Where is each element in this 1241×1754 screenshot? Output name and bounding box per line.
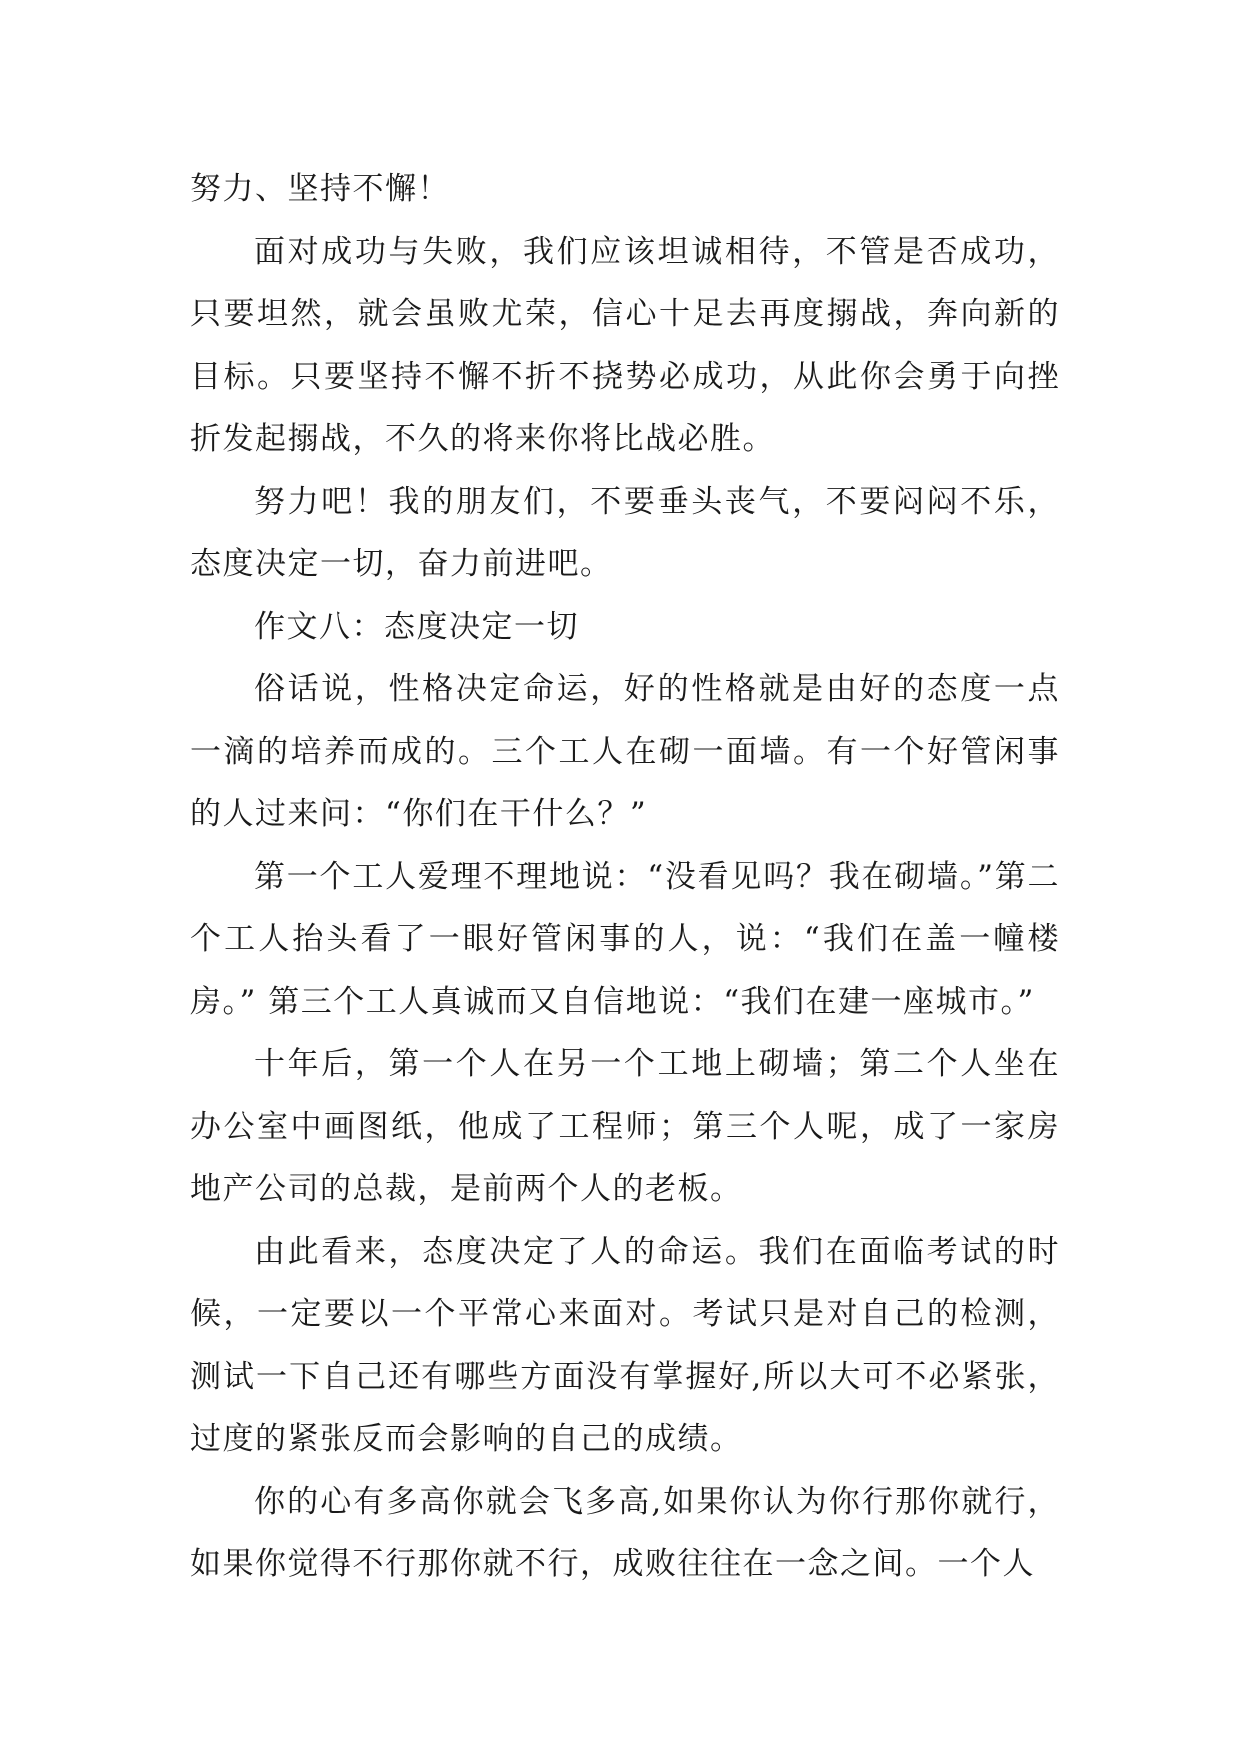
paragraph-8: 你的心有多高你就会飞多高,如果你认为你行那你就行，如果你觉得不行那你就不行，成败往往在一念之间。一个人 xyxy=(190,1483,1060,1582)
paragraph-6: 十年后，第一个人在另一个工地上砌墙；第二个人坐在办公室中画图纸，他成了工程师；第三个人呢，成了一家房地产公司的总裁，是前两个人的老板。 xyxy=(190,1046,1060,1207)
paragraph-2: 面对成功与失败，我们应该坦诚相待，不管是否成功，只要坦然，就会虽败尤荣，信心十足去再度搦战，奔向新的目标。只要坚持不懈不折不挠势必成功，从此你会勇于向挫折发起搦战，不久的将来你将比战必胜。 xyxy=(190,233,1060,457)
paragraph-7: 由此看来，态度决定了人的命运。我们在面临考试的时候，一定要以一个平常心来面对。考试只是对自己的检测，测试一下自己还有哪些方面没有掌握好,所以大可不必紧张，过度的紧张反而会影响的自己的成绩。 xyxy=(190,1233,1060,1457)
paragraph-4: 俗话说，性格决定命运，好的性格就是由好的态度一点一滴的培养而成的。三个工人在砌一面墙。有一个好管闲事的人过来问：“你们在干什么？” xyxy=(190,671,1060,832)
paragraph-3: 努力吧！我的朋友们，不要垂头丧气，不要闷闷不乐，态度决定一切，奋力前进吧。 xyxy=(190,483,1060,582)
paragraph-1: 努力、坚持不懈！ xyxy=(190,171,450,207)
document-body xyxy=(190,158,1060,1596)
paragraph-5: 第一个工人爱理不理地说：“没看见吗？我在砌墙。”第二个工人抬头看了一眼好管闲事的人，说：“我们在盖一幢楼房。” 第三个工人真诚而又自信地说：“我们在建一座城市。” xyxy=(190,858,1060,1020)
essay-heading: 作文八：态度决定一切 xyxy=(254,608,579,645)
